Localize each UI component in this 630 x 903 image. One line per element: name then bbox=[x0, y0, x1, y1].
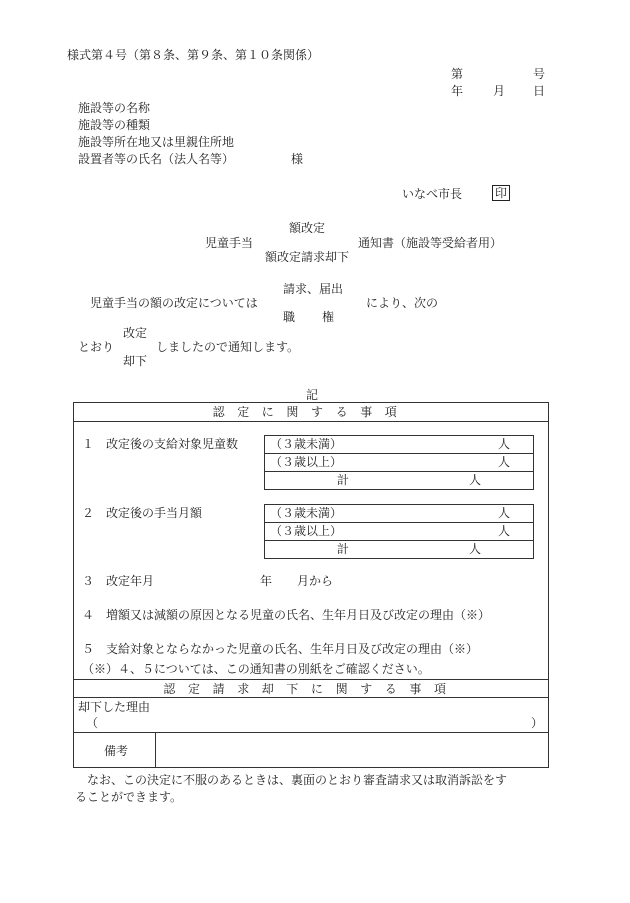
amount-under3-unit: 人 bbox=[498, 506, 511, 520]
body-option-reject: 却下 bbox=[123, 354, 148, 368]
amount-over3-unit: 人 bbox=[498, 524, 511, 538]
title-upper-option: 額改定 bbox=[289, 221, 326, 235]
amount-under3-label: （３歳未満） bbox=[270, 506, 343, 520]
amount-total-label: 計 bbox=[337, 542, 350, 556]
item4-label: ４ 増額又は減額の原因となる児童の氏名、生年月日及び改定の理由（※） bbox=[82, 608, 491, 622]
body-lower-option-a: 職 bbox=[283, 310, 296, 324]
facility-name-label: 施設等の名称 bbox=[78, 101, 151, 115]
monthly-amount-row-divider-1 bbox=[264, 522, 534, 523]
amount-over3-label: （３歳以上） bbox=[270, 524, 343, 538]
monthly-amount-row-divider-2 bbox=[264, 540, 534, 541]
issuer-name: いなべ市長 bbox=[402, 187, 463, 201]
child-count-row-divider-1 bbox=[264, 453, 534, 454]
founder-label: 設置者等の氏名（法人名等） bbox=[78, 152, 235, 166]
remarks-label: 備考 bbox=[104, 744, 129, 758]
doc-number-prefix: 第 bbox=[451, 67, 464, 81]
count-under3-unit: 人 bbox=[498, 437, 511, 451]
count-over3-label: （３歳以上） bbox=[270, 455, 343, 469]
reject-reason-label: 却下した理由 bbox=[78, 700, 151, 714]
amount-total-unit: 人 bbox=[469, 542, 482, 556]
section1-header-text: 認定に関する事項 bbox=[212, 405, 410, 419]
section2-top-divider bbox=[73, 679, 549, 680]
facility-type-label: 施設等の種類 bbox=[78, 118, 151, 132]
form-number: 様式第４号（第８条、第９条、第１０条関係） bbox=[67, 48, 320, 62]
remarks-top-divider bbox=[73, 732, 549, 733]
body-lower-option-b: 権 bbox=[322, 310, 335, 324]
footer-line1: なお、この決定に不服のあるときは、裏面のとおり審査請求又は取消訴訟をす bbox=[87, 773, 508, 787]
body-line1-right: により、次の bbox=[366, 296, 439, 310]
footer-line2: ることができます。 bbox=[75, 790, 183, 804]
date-month: 月 bbox=[493, 84, 506, 98]
body-upper-option: 請求、届出 bbox=[283, 282, 344, 296]
date-day: 日 bbox=[533, 84, 546, 98]
count-total-unit: 人 bbox=[469, 473, 482, 487]
ki-label: 記 bbox=[306, 388, 319, 402]
section1-header bbox=[73, 405, 549, 419]
section2-header-text: 認定請求却下に関する事項 bbox=[163, 682, 459, 696]
item3-label: ３ 改定年月 bbox=[82, 574, 155, 588]
title-lower-option: 額改定請求却下 bbox=[265, 250, 350, 264]
body-line1-left: 児童手当の額の改定については bbox=[90, 296, 258, 310]
count-under3-label: （３歳未満） bbox=[270, 437, 343, 451]
item2-label: ２ 改定後の手当月額 bbox=[82, 506, 203, 520]
title-right: 通知書（施設等受給者用） bbox=[358, 236, 503, 250]
child-count-row-divider-2 bbox=[264, 471, 534, 472]
body-line2-left: とおり bbox=[78, 340, 115, 354]
item1-label: １ 改定後の支給対象児童数 bbox=[82, 437, 239, 451]
title-left: 児童手当 bbox=[205, 236, 254, 250]
seal-mark: 印 bbox=[492, 185, 510, 201]
honorific: 様 bbox=[291, 152, 304, 166]
section2-header-divider bbox=[73, 697, 549, 698]
body-option-revise: 改定 bbox=[123, 326, 148, 340]
paren-close: ） bbox=[531, 716, 544, 730]
doc-number-suffix: 号 bbox=[533, 67, 546, 81]
item3-month: 月から bbox=[297, 574, 334, 588]
count-over3-unit: 人 bbox=[498, 455, 511, 469]
issuer-seal bbox=[492, 186, 510, 200]
item5-label: ５ 支給対象とならなかった児童の氏名、生年月日及び改定の理由（※） bbox=[82, 642, 479, 656]
body-line2-right: しましたので通知します。 bbox=[156, 340, 300, 354]
section1-header-divider bbox=[73, 421, 549, 422]
paren-open: （ bbox=[86, 716, 99, 730]
note-text: （※）４、５については、この通知書の別紙をご確認ください。 bbox=[82, 662, 430, 676]
remarks-divider bbox=[155, 732, 156, 768]
count-total-label: 計 bbox=[337, 473, 350, 487]
date-year: 年 bbox=[451, 84, 464, 98]
item3-year: 年 bbox=[260, 574, 273, 588]
address-label: 施設等所在地又は里親住所地 bbox=[78, 135, 235, 149]
section2-header bbox=[73, 682, 549, 696]
